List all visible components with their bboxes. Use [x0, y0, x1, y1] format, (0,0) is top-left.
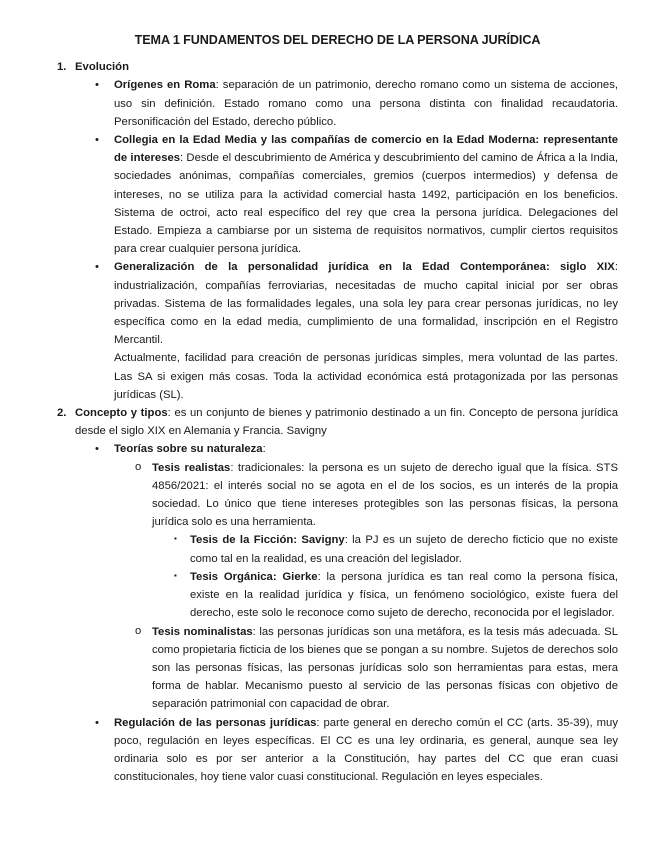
list-item — [152, 531, 618, 567]
bullet-icon: • — [95, 261, 99, 274]
item-label: Regulación de las personas jurídicas — [114, 716, 317, 729]
list-item — [152, 568, 618, 623]
section-list — [57, 58, 618, 786]
item-label: Teorías sobre su naturaleza — [114, 443, 263, 456]
item-text: : la persona jurídica es tan real como la persona física, existe en la realidad jurídica y física, un fenómeno sociológico, existe fuera del derecho, este solo le reconoce como sujeto de derecho, reconocida por el legislador. — [190, 570, 618, 620]
section-number: 1. — [57, 61, 67, 74]
list-item-realistas — [114, 459, 618, 623]
square-bullet-icon: ▪ — [174, 534, 177, 544]
list-item — [75, 131, 618, 258]
list-item-regulacion — [75, 714, 618, 787]
list-item — [75, 258, 618, 404]
bullet-icon: • — [95, 79, 99, 92]
item-text: : separación de un patrimonio, derecho romano como un sistema de acciones, uso sin definición. Estado romano como una persona distinta con finalidad recaudatoria. Personificación del Estado, derecho público. — [114, 79, 618, 128]
bullet-list — [57, 440, 618, 786]
section-heading: Concepto y tipos — [75, 407, 168, 420]
document-title: TEMA 1 FUNDAMENTOS DEL DERECHO DE LA PERSONA JURÍDICA — [134, 33, 541, 47]
item-text: : parte general en derecho común el CC (arts. 35-39), muy poco, regulación en leyes específicas. El CC es una ley ordinaria, es general, aunque sea ley ordinaria solo es por ser anterior a la Constitución, hay partes del CC que eran cuasi constitucionales, hoy tiene valor cuasi constitucional. Regulación en leyes especiales. — [114, 716, 618, 784]
item-label: Tesis realistas — [152, 461, 231, 474]
item-text: : las personas jurídicas son una metáfora, es la tesis más adecuada. SL como propietaria ficticia de los bienes que se pongan a su nombre. Sujetos de derechos solo son las personas físicas, las personas jurídicas solo son herramientas para estas, mera forma de hablar. Mecanismo puesto al servicio de las personas físicas con objetivo de separación patrimonial con capacidad de obrar. — [152, 625, 618, 711]
item-text: : Desde el descubrimiento de América y descubrimiento del camino de África a la India, sociedades anónimas, compañías comerciales, gremios (cuerpos intermedios) y defensa de intereses, no se utiliza para la actividad comercial hasta 1492, participación en los beneficios. Sistema de octroi, acto real específico del rey que crea la persona jurídica. Delegaciones del Estado. Empieza a cambiarse por un sistema de requisitos normativos, cumplir ciertos requisitos para crear cualquier persona jurídica. — [114, 152, 618, 256]
list-item — [75, 76, 618, 131]
item-label: Collegia en la Edad Media y las compañías de comercio en la Edad Moderna: representante de intereses — [114, 134, 618, 165]
section-number: 2. — [57, 407, 67, 420]
square-bullet-icon: ▪ — [174, 570, 177, 580]
bullet-list — [75, 76, 618, 404]
item-text: : la PJ es un sujeto de derecho ficticio que no existe como tal en la realidad, es una creación del legislador. — [190, 534, 618, 565]
item-label: Tesis de la Ficción: Savigny — [190, 534, 345, 547]
item-label: Tesis nominalistas — [152, 625, 253, 638]
item-text: : industrialización, compañías ferroviarias, necesitadas de mucho capital inicial por ser obras privadas. Sistema de las formalidades legales, una sola ley para crear personas jurídicas, no ley específica como en la edad media, cumplimiento de una formalidad, inscripción en el Registro Mercantil. — [114, 261, 618, 347]
item-label: Generalización de la personalidad jurídica en la Edad Contemporánea: siglo XIX — [114, 261, 615, 274]
item-text: : — [262, 443, 266, 456]
section-text: : es un conjunto de bienes y patrimonio destinado a un fin. Concepto de persona jurídica desde el siglo XIX en Alemania y Francia. Savigny — [75, 407, 618, 438]
bullet-icon: • — [95, 443, 99, 456]
circle-bullet-icon: o — [135, 624, 142, 637]
item-text: : tradicionales: la persona es un sujeto de derecho igual que la física. STS 4856/2021: el interés social no se agota en el de los socios, es un interés de la propia sociedad. Lo único que tiene intereses protegibles son las personas físicas, la persona jurídica solo es una herramienta. — [152, 461, 618, 529]
section-heading: Evolución — [75, 61, 129, 74]
item-label: Tesis Orgánica: Gierke — [190, 570, 318, 583]
bullet-icon: • — [95, 716, 99, 729]
list-item-nominalistas — [114, 623, 618, 714]
item-paragraph: Actualmente, facilidad para creación de personas jurídicas simples, mera voluntad de las partes. Las SA si exigen más cosas. Toda la actividad económica está protagonizada por las personas jurídicas (SL). — [114, 352, 618, 401]
item-label: Orígenes en Roma — [114, 79, 216, 92]
sub-list — [114, 459, 618, 714]
section-concepto — [57, 404, 618, 786]
sub-sub-list — [152, 531, 618, 622]
circle-bullet-icon: o — [135, 460, 142, 473]
bullet-icon: • — [95, 134, 99, 147]
list-item-teorias — [75, 440, 618, 713]
section-evolucion — [57, 58, 618, 404]
